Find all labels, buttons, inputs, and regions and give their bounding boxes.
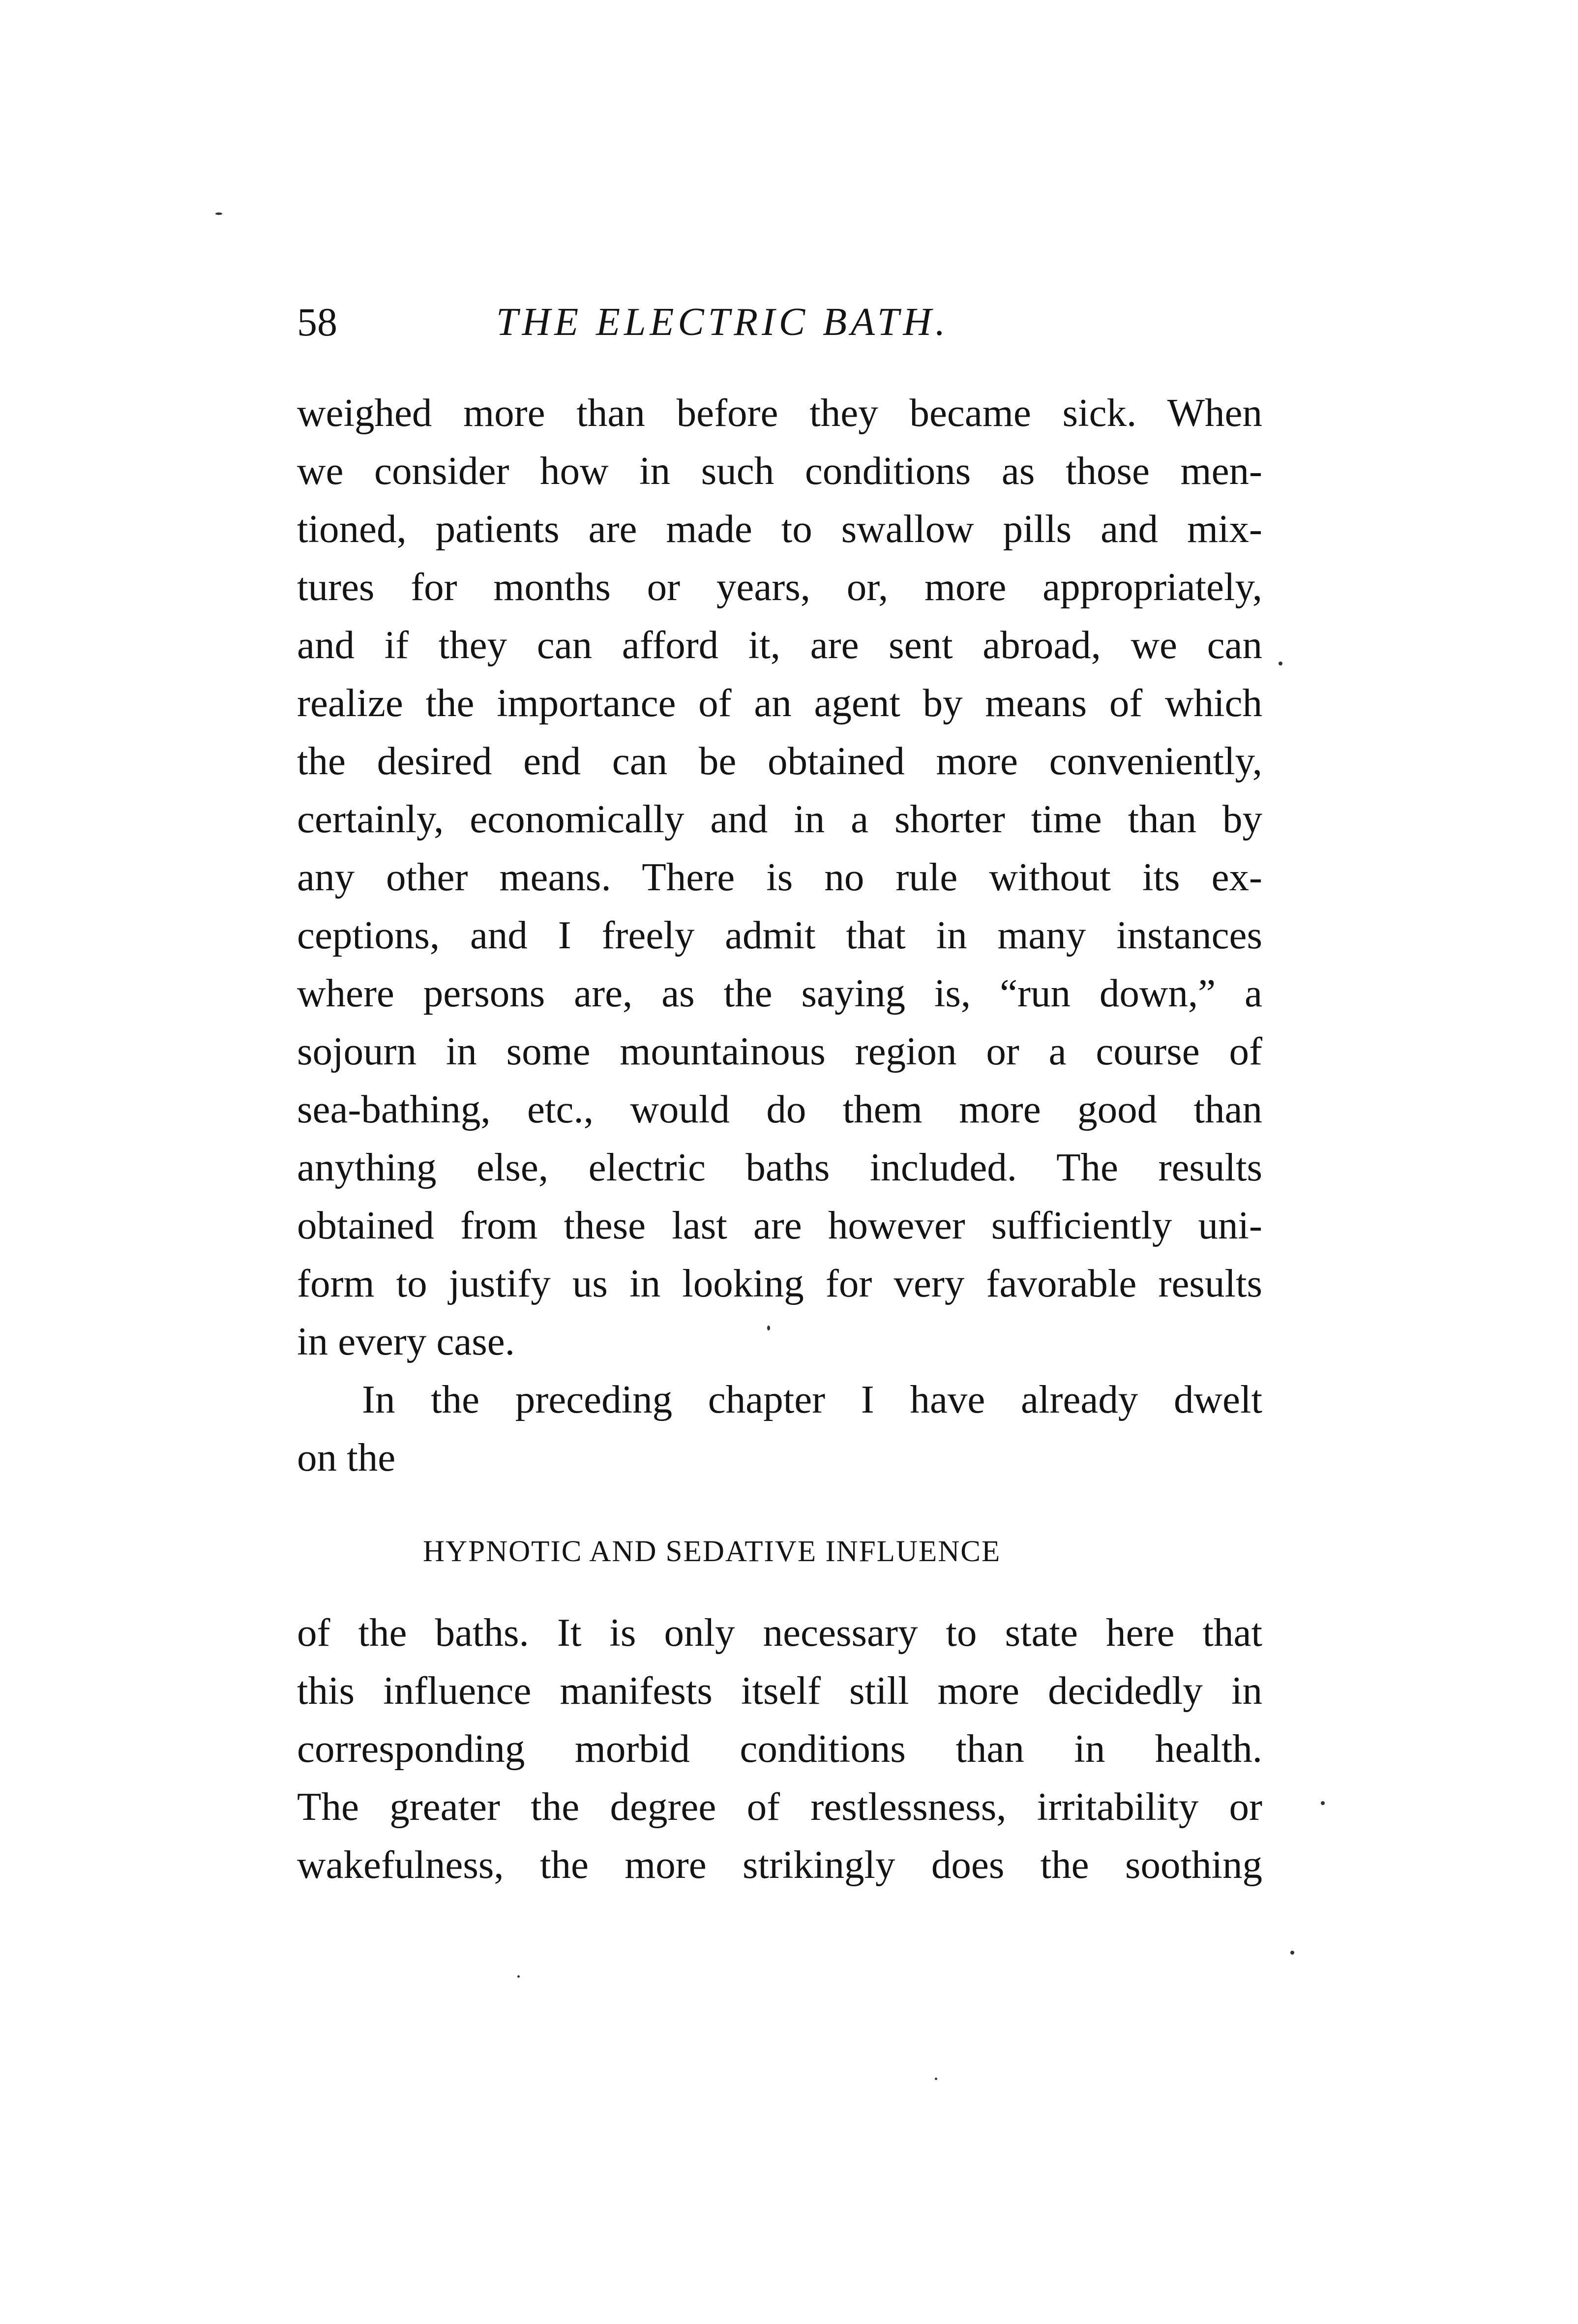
scan-speck: [767, 1326, 770, 1330]
text-line: sojourn in some mountainous region or a course of: [297, 1029, 1262, 1073]
text-line: in every case.: [297, 1319, 515, 1363]
text-line: we consider how in such conditions as those men-: [297, 449, 1262, 493]
scan-speck: [517, 1975, 520, 1978]
scan-speck: [215, 212, 222, 215]
text-line: weighed more than before they became sick. When: [297, 391, 1262, 435]
text-line: form to justify us in looking for very favorable results: [297, 1261, 1262, 1305]
text-line: of the baths. It is only necessary to state here that: [297, 1610, 1262, 1655]
text-line: obtained from these last are however sufficiently uni-: [297, 1203, 1262, 1247]
text-line: tioned, patients are made to swallow pills and mix-: [297, 507, 1262, 551]
scan-speck: [935, 2078, 937, 2080]
text-line: In the preceding chapter I have already dwelt: [362, 1377, 1262, 1421]
section-heading: HYPNOTIC AND SEDATIVE INFLUENCE: [423, 1535, 1001, 1568]
scan-speck: [1290, 1951, 1294, 1955]
text-line: corresponding morbid conditions than in health.: [297, 1726, 1262, 1771]
text-line: on the: [297, 1435, 396, 1479]
text-line: anything else, electric baths included. The results: [297, 1145, 1262, 1189]
text-line: tures for months or years, or, more appropriately,: [297, 565, 1262, 609]
text-line: and if they can afford it, are sent abroad, we can: [297, 623, 1262, 667]
text-line: this influence manifests itself still more decidedly in: [297, 1668, 1262, 1713]
text-line: the desired end can be obtained more conveniently,: [297, 739, 1262, 783]
page-number: 58: [297, 300, 337, 344]
text-line: ceptions, and I freely admit that in many instances: [297, 913, 1262, 957]
scan-speck: [1321, 1801, 1325, 1805]
page-header: [297, 295, 1280, 359]
text-line: The greater the degree of restlessness, irritability or: [297, 1784, 1262, 1829]
text-line: wakefulness, the more strikingly does the soothing: [297, 1842, 1262, 1887]
running-head: THE ELECTRIC BATH.: [496, 301, 950, 344]
text-line: realize the importance of an agent by means of which: [297, 681, 1262, 725]
text-line: any other means. There is no rule without its ex-: [297, 855, 1262, 899]
scan-speck: [1279, 662, 1282, 665]
text-line: where persons are, as the saying is, “run down,” a: [297, 971, 1262, 1015]
text-line: sea-bathing, etc., would do them more good than: [297, 1087, 1262, 1131]
text-line: certainly, economically and in a shorter time than by: [297, 797, 1262, 841]
